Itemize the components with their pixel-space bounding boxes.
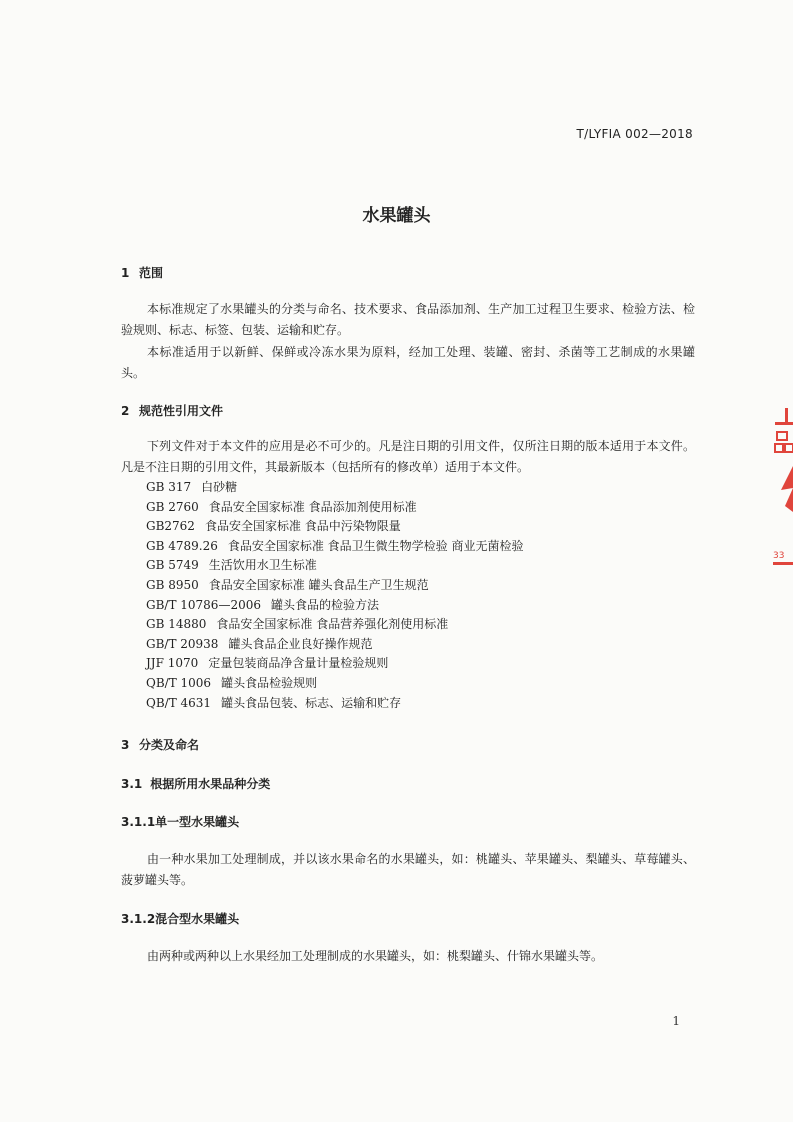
- reference-code: GB 4789.26: [146, 538, 218, 553]
- reference-title: 生活饮用水卫生标准: [208, 558, 317, 573]
- reference-title: 食品安全国家标准 食品中污染物限量: [204, 519, 401, 534]
- reference-code: GB 14880: [146, 617, 207, 632]
- reference-code: GB/T 10786—2006: [146, 597, 261, 612]
- references-list: [146, 478, 523, 713]
- reference-item: [146, 517, 523, 537]
- standard-code: T/LYFIA 002—2018: [576, 127, 693, 141]
- reference-item: [146, 498, 523, 518]
- section-heading-scope: [121, 264, 163, 281]
- reference-title: 白砂糖: [201, 480, 238, 494]
- reference-item: [146, 478, 523, 498]
- reference-title: 罐头食品包装、标志、运输和贮存: [221, 695, 402, 710]
- reference-item: [146, 694, 523, 714]
- reference-title: 罐头食品企业良好操作规范: [228, 636, 373, 651]
- reference-item: [146, 654, 523, 674]
- section-title: 规范性引用文件: [139, 404, 224, 418]
- reference-code: GB 317: [146, 480, 192, 494]
- section-title: 混合型水果罐头: [155, 912, 240, 926]
- reference-title: 罐头食品的检验方法: [270, 597, 379, 612]
- reference-item: [146, 674, 523, 694]
- section-number: 1: [121, 266, 130, 280]
- scope-paragraph-2: 本标准适用于以新鲜、保鲜或冷冻水果为原料，经加工处理、装罐、密封、杀菌等工艺制成的水果罐头。: [121, 345, 695, 380]
- mixed-type-paragraph: 由两种或两种以上水果经加工处理制成的水果罐头，如：桃梨罐头、什锦水果罐头等。: [147, 949, 604, 963]
- section-number: 3.1.1: [121, 815, 156, 829]
- reference-title: 食品安全国家标准 食品添加剂使用标准: [208, 499, 417, 514]
- reference-item: [146, 596, 523, 616]
- reference-code: JJF 1070: [146, 656, 199, 671]
- stamp-fragment: [771, 408, 793, 568]
- subsection-heading-by-fruit: [121, 775, 270, 792]
- section-heading-references: [121, 402, 223, 419]
- reference-title: 食品安全国家标准 食品营养强化剂使用标准: [216, 617, 449, 632]
- references-intro-paragraph: 下列文件对于本文件的应用是必不可少的。凡是注日期的引用文件，仅所注日期的版本适用于本文件。凡是不注日期的引用文件，其最新版本（包括所有的修改单）适用于本文件。: [121, 439, 695, 474]
- reference-item: [146, 537, 523, 557]
- reference-title: 食品安全国家标准 罐头食品生产卫生规范: [208, 577, 429, 592]
- reference-code: GB/T 20938: [146, 636, 219, 651]
- section-number: 2: [121, 404, 130, 418]
- section-number: 3.1: [121, 777, 143, 791]
- reference-item: [146, 615, 523, 635]
- subsection-heading-mixed-type: [121, 910, 239, 927]
- scope-paragraph-1: 本标准规定了水果罐头的分类与命名、技术要求、食品添加剂、生产加工过程卫生要求、检验方法、检验规则、标志、标签、包装、运输和贮存。: [121, 302, 695, 337]
- stamp-text: 33: [773, 551, 785, 561]
- section-number: 3: [121, 738, 130, 752]
- reference-code: GB 8950: [146, 577, 199, 592]
- section-title: 分类及命名: [139, 738, 200, 752]
- page-number: 1: [672, 1014, 680, 1028]
- reference-item: [146, 556, 523, 576]
- single-type-paragraph: 由一种水果加工处理制成，并以该水果命名的水果罐头，如：桃罐头、苹果罐头、梨罐头、草莓罐头、菠萝罐头等。: [121, 852, 695, 887]
- section-title: 单一型水果罐头: [155, 815, 240, 829]
- section-heading-classification: [121, 736, 199, 753]
- reference-code: QB/T 1006: [146, 675, 212, 690]
- reference-title: 罐头食品检验规则: [221, 675, 318, 690]
- section-title: 根据所用水果品种分类: [150, 777, 271, 791]
- reference-item: [146, 635, 523, 655]
- reference-title: 食品安全国家标准 食品卫生微生物学检验 商业无菌检验: [227, 538, 524, 553]
- reference-title: 定量包装商品净含量计量检验规则: [208, 656, 389, 671]
- section-number: 3.1.2: [121, 912, 156, 926]
- reference-code: GB 2760: [146, 499, 199, 514]
- subsection-heading-single-type: [121, 813, 239, 830]
- reference-code: GB2762: [146, 519, 195, 534]
- reference-code: QB/T 4631: [146, 695, 212, 710]
- document-title: 水果罐头: [362, 206, 431, 226]
- reference-code: GB 5749: [146, 558, 199, 573]
- reference-item: [146, 576, 523, 596]
- section-title: 范围: [139, 266, 164, 280]
